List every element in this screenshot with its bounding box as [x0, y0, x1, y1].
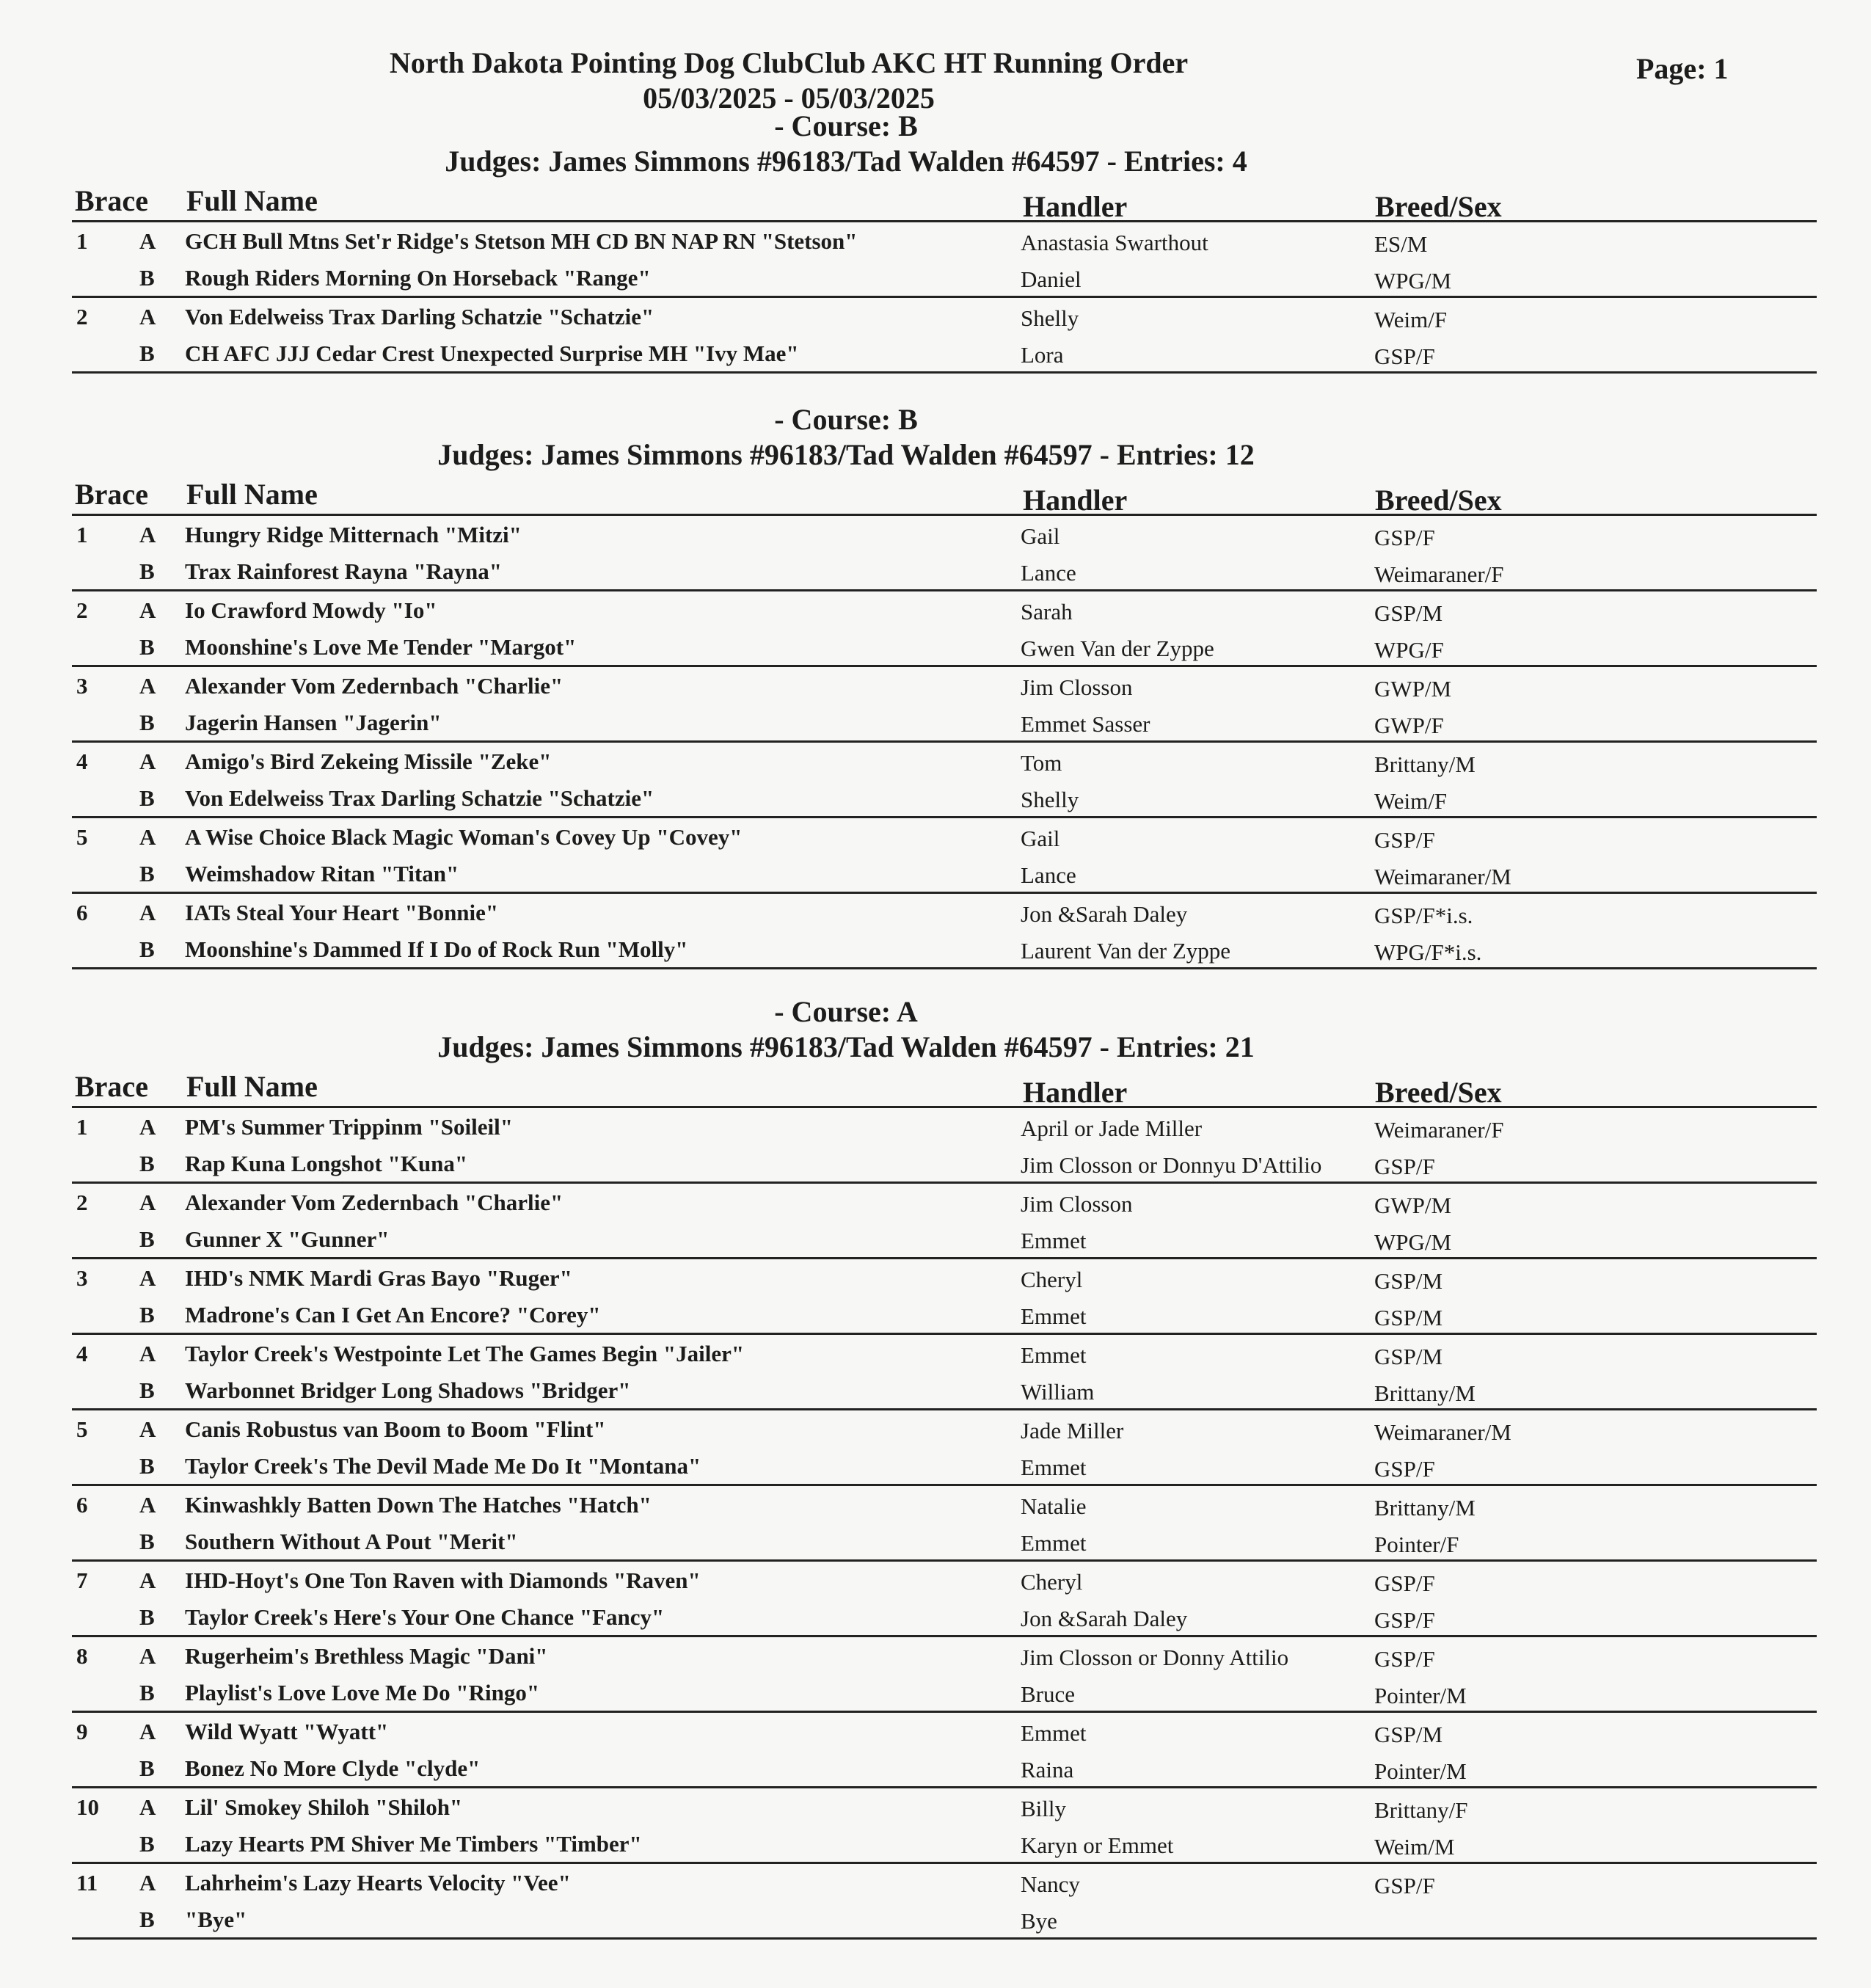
brace-position: A	[139, 1719, 156, 1744]
handler-name: Jon &Sarah Daley	[1021, 1606, 1188, 1631]
brace-number: 1	[76, 228, 88, 254]
handler-name: Emmet	[1021, 1228, 1087, 1253]
entry-row	[72, 516, 1817, 553]
judges-line: Judges: James Simmons #96183/Tad Walden #64597 - Entries: 4	[445, 145, 1247, 178]
brace-position: B	[139, 558, 155, 584]
brace-column-header: Brace	[75, 478, 148, 511]
dog-full-name: Taylor Creek's Westpointe Let The Games Begin "Jailer"	[185, 1341, 745, 1366]
breed-sex: GWP/M	[1374, 1193, 1452, 1218]
breed-sex: GSP/M	[1374, 1722, 1443, 1747]
brace-number: 9	[76, 1719, 88, 1744]
dog-full-name: IHD-Hoyt's One Ton Raven with Diamonds "Raven"	[185, 1568, 701, 1593]
brace-position: A	[139, 1341, 156, 1366]
entry-row	[72, 894, 1817, 931]
handler-name: Gail	[1021, 523, 1060, 549]
dog-full-name: Southern Without A Pout "Merit"	[185, 1529, 518, 1554]
dog-full-name: Moonshine's Love Me Tender "Margot"	[185, 634, 577, 660]
brace-number: 6	[76, 900, 88, 925]
brace-position: A	[139, 1114, 156, 1140]
dog-full-name: GCH Bull Mtns Set'r Ridge's Stetson MH CD BN NAP RN "Stetson"	[185, 228, 858, 254]
handler-name: Gwen Van der Zyppe	[1021, 636, 1214, 661]
dog-full-name: Von Edelweiss Trax Darling Schatzie "Schatzie"	[185, 785, 654, 811]
full-name-column-header: Full Name	[186, 1070, 318, 1103]
breed-sex: GWP/M	[1374, 676, 1452, 702]
entry-row	[72, 818, 1817, 855]
handler-name: Gail	[1021, 826, 1060, 851]
brace-position: B	[139, 1907, 155, 1932]
breed-sex: Weimaraner/M	[1374, 1419, 1511, 1445]
handler-name: Lance	[1021, 560, 1076, 586]
brace-group	[72, 1635, 1817, 1711]
handler-name: Raina	[1021, 1757, 1074, 1783]
entry-row	[72, 335, 1817, 371]
brace-group	[72, 1484, 1817, 1559]
brace-position: B	[139, 1226, 155, 1252]
course-heading: - Course: A	[774, 995, 918, 1028]
course-heading: - Course: B	[774, 109, 918, 142]
dog-full-name: Von Edelweiss Trax Darling Schatzie "Schatzie"	[185, 304, 654, 329]
brace-position: A	[139, 900, 156, 925]
entry-row	[72, 1637, 1817, 1674]
brace-position: A	[139, 1265, 156, 1291]
entry-row	[72, 667, 1817, 704]
dog-full-name: Kinwashkly Batten Down The Hatches "Hatch"	[185, 1492, 652, 1518]
dog-full-name: PM's Summer Trippinm "Soileil"	[185, 1114, 513, 1140]
handler-name: Nancy	[1021, 1871, 1080, 1897]
dog-full-name: Lazy Hearts PM Shiver Me Timbers "Timber"	[185, 1831, 642, 1857]
brace-position: B	[139, 1831, 155, 1857]
brace-position: B	[139, 1755, 155, 1781]
entry-row	[72, 1335, 1817, 1372]
entry-row	[72, 1598, 1817, 1635]
breed-sex: GSP/M	[1374, 600, 1443, 626]
brace-group	[72, 296, 1817, 374]
breed-sex: GSP/F	[1374, 1570, 1435, 1596]
entry-row	[72, 1562, 1817, 1598]
handler-name: Bruce	[1021, 1681, 1076, 1707]
entry-row	[72, 1259, 1817, 1296]
brace-group	[72, 1106, 1817, 1181]
handler-name: Jim Closson	[1021, 674, 1133, 700]
breed-sex: WPG/F	[1374, 637, 1444, 663]
brace-position: A	[139, 304, 156, 329]
breed-sex: GSP/M	[1374, 1344, 1443, 1369]
handler-column-header: Handler	[1023, 190, 1128, 223]
dog-full-name: Rough Riders Morning On Horseback "Range"	[185, 265, 651, 291]
dog-full-name: Taylor Creek's Here's Your One Chance "Fancy"	[185, 1604, 665, 1630]
handler-name: Emmet	[1021, 1530, 1087, 1556]
brace-position: B	[139, 1680, 155, 1705]
breed-sex: Pointer/M	[1374, 1683, 1467, 1708]
entry-row	[72, 1749, 1817, 1786]
entry-row	[72, 1713, 1817, 1749]
handler-name: Bye	[1021, 1908, 1057, 1934]
handler-name: Shelly	[1021, 787, 1079, 812]
column-header-row	[72, 1065, 1817, 1109]
dog-full-name: Lahrheim's Lazy Hearts Velocity "Vee"	[185, 1870, 571, 1896]
handler-name: Karyn or Emmet	[1021, 1832, 1174, 1858]
brace-group	[72, 816, 1817, 892]
brace-position: A	[139, 824, 156, 850]
handler-name: Jade Miller	[1021, 1418, 1124, 1443]
dog-full-name: Weimshadow Ritan "Titan"	[185, 861, 459, 886]
entry-row	[72, 591, 1817, 628]
entry-row	[72, 1864, 1817, 1901]
dog-full-name: Hungry Ridge Mitternach "Mitzi"	[185, 522, 522, 547]
entry-row	[72, 1184, 1817, 1220]
entry-row	[72, 1220, 1817, 1257]
breed-sex: Weim/M	[1374, 1834, 1455, 1860]
entry-row	[72, 1674, 1817, 1711]
brace-position: B	[139, 785, 155, 811]
brace-number: 1	[76, 522, 88, 547]
entry-row	[72, 1788, 1817, 1825]
entry-row	[72, 1410, 1817, 1447]
brace-column-header: Brace	[75, 1070, 148, 1103]
brace-position: B	[139, 1529, 155, 1554]
brace-number: 3	[76, 1265, 88, 1291]
column-header-row	[72, 473, 1817, 517]
breed-sex: Brittany/F	[1374, 1797, 1468, 1823]
dog-full-name: Amigo's Bird Zekeing Missile "Zeke"	[185, 749, 552, 774]
brace-position: A	[139, 749, 156, 774]
breed-sex: Pointer/F	[1374, 1532, 1459, 1557]
entry-row	[72, 1108, 1817, 1145]
handler-name: Jon &Sarah Daley	[1021, 901, 1188, 927]
dog-full-name: Rap Kuna Longshot "Kuna"	[185, 1151, 468, 1176]
handler-name: Cheryl	[1021, 1569, 1083, 1595]
entry-row	[72, 704, 1817, 740]
dog-full-name: A Wise Choice Black Magic Woman's Covey Up "Covey"	[185, 824, 743, 850]
brace-position: A	[139, 1870, 156, 1896]
dog-full-name: Io Crawford Mowdy "Io"	[185, 597, 437, 623]
breed-sex: WPG/F*i.s.	[1374, 939, 1482, 965]
dog-full-name: Lil' Smokey Shiloh "Shiloh"	[185, 1794, 463, 1820]
document-title: North Dakota Pointing Dog ClubClub AKC HT Running Order	[389, 46, 1189, 79]
brace-number: 1	[76, 1114, 88, 1140]
handler-name: William	[1021, 1379, 1095, 1405]
brace-number: 3	[76, 673, 88, 699]
breed-sex: Weim/F	[1374, 307, 1448, 332]
brace-position: B	[139, 341, 155, 366]
dog-full-name: Trax Rainforest Rayna "Rayna"	[185, 558, 502, 584]
brace-number: 2	[76, 597, 88, 623]
handler-column-header: Handler	[1023, 484, 1128, 517]
dog-full-name: Playlist's Love Love Me Do "Ringo"	[185, 1680, 540, 1705]
brace-group	[72, 1408, 1817, 1484]
breed-sex: GSP/M	[1374, 1305, 1443, 1330]
entry-row	[72, 1372, 1817, 1408]
handler-name: Tom	[1021, 750, 1062, 776]
dog-full-name: Madrone's Can I Get An Encore? "Corey"	[185, 1302, 601, 1328]
brace-position: B	[139, 710, 155, 735]
handler-name: Emmet	[1021, 1303, 1087, 1329]
dog-full-name: IHD's NMK Mardi Gras Bayo "Ruger"	[185, 1265, 572, 1291]
breed-sex: ES/M	[1374, 231, 1428, 257]
handler-name: Anastasia Swarthout	[1021, 230, 1208, 255]
brace-group	[72, 1333, 1817, 1408]
entry-row	[72, 259, 1817, 296]
brace-position: B	[139, 634, 155, 660]
entry-row	[72, 1486, 1817, 1523]
brace-position: B	[139, 861, 155, 886]
handler-name: Emmet	[1021, 1720, 1087, 1746]
dog-full-name: Bonez No More Clyde "clyde"	[185, 1755, 481, 1781]
brace-number: 2	[76, 1190, 88, 1215]
breed-sex: GSP/F	[1374, 1646, 1435, 1672]
brace-position: A	[139, 1190, 156, 1215]
brace-group	[72, 220, 1817, 296]
dog-full-name: IATs Steal Your Heart "Bonnie"	[185, 900, 499, 925]
handler-name: Billy	[1021, 1796, 1067, 1821]
full-name-column-header: Full Name	[186, 184, 318, 217]
handler-name: Jim Closson or Donny Attilio	[1021, 1645, 1289, 1670]
breed-sex-column-header: Breed/Sex	[1375, 1076, 1502, 1109]
brace-number: 8	[76, 1643, 88, 1669]
breed-sex: GSP/F	[1374, 343, 1435, 369]
full-name-column-header: Full Name	[186, 478, 318, 511]
brace-column-header: Brace	[75, 184, 148, 217]
entry-row	[72, 855, 1817, 892]
handler-name: Emmet	[1021, 1454, 1087, 1480]
brace-position: A	[139, 522, 156, 547]
brace-group	[72, 892, 1817, 969]
breed-sex: GSP/F	[1374, 525, 1435, 550]
breed-sex-column-header: Breed/Sex	[1375, 484, 1502, 517]
handler-name: Shelly	[1021, 305, 1079, 331]
handler-name: Emmet Sasser	[1021, 711, 1150, 737]
course-heading: - Course: B	[774, 403, 918, 436]
entry-row	[72, 743, 1817, 779]
brace-number: 7	[76, 1568, 88, 1593]
brace-position: A	[139, 228, 156, 254]
entry-row	[72, 1145, 1817, 1181]
breed-sex-column-header: Breed/Sex	[1375, 190, 1502, 223]
dog-full-name: CH AFC JJJ Cedar Crest Unexpected Surprise MH "Ivy Mae"	[185, 341, 799, 366]
handler-name: Jim Closson or Donnyu D'Attilio	[1021, 1152, 1322, 1178]
brace-position: A	[139, 1568, 156, 1593]
breed-sex: Weimaraner/M	[1374, 864, 1511, 889]
brace-position: B	[139, 1302, 155, 1328]
event-dates: 05/03/2025 - 05/03/2025	[643, 81, 935, 114]
handler-name: Lance	[1021, 862, 1076, 888]
document-header	[293, 45, 1284, 116]
brace-number: 4	[76, 1341, 88, 1366]
brace-position: A	[139, 1643, 156, 1669]
breed-sex: Weimaraner/F	[1374, 561, 1504, 587]
brace-group	[72, 1862, 1817, 1940]
breed-sex: GSP/F	[1374, 827, 1435, 853]
brace-position: A	[139, 1416, 156, 1442]
brace-position: B	[139, 936, 155, 962]
column-header-row	[72, 179, 1817, 223]
course-section	[72, 109, 1817, 374]
entry-row	[72, 1825, 1817, 1862]
handler-name: April or Jade Miller	[1021, 1115, 1203, 1141]
brace-number: 2	[76, 304, 88, 329]
breed-sex: GSP/F	[1374, 1456, 1435, 1482]
breed-sex: GSP/F	[1374, 1607, 1435, 1633]
brace-position: B	[139, 1453, 155, 1479]
dog-full-name: Gunner X "Gunner"	[185, 1226, 390, 1252]
entry-row	[72, 1523, 1817, 1559]
handler-name: Daniel	[1021, 266, 1082, 292]
dog-full-name: Jagerin Hansen "Jagerin"	[185, 710, 442, 735]
entry-row	[72, 298, 1817, 335]
brace-group	[72, 514, 1817, 589]
entry-row	[72, 779, 1817, 816]
brace-position: A	[139, 1794, 156, 1820]
dog-full-name: "Bye"	[185, 1907, 247, 1932]
breed-sex: GSP/F	[1374, 1154, 1435, 1179]
handler-name: Natalie	[1021, 1493, 1087, 1519]
dog-full-name: Taylor Creek's The Devil Made Me Do It "Montana"	[185, 1453, 701, 1479]
course-section	[72, 994, 1817, 1940]
brace-number: 5	[76, 824, 88, 850]
handler-name: Lora	[1021, 342, 1064, 368]
handler-name: Sarah	[1021, 599, 1073, 625]
brace-position: B	[139, 1604, 155, 1630]
handler-name: Cheryl	[1021, 1267, 1083, 1292]
breed-sex: GSP/M	[1374, 1268, 1443, 1294]
entry-row	[72, 553, 1817, 589]
course-section	[72, 402, 1817, 969]
entry-row	[72, 222, 1817, 259]
brace-number: 10	[76, 1794, 99, 1820]
entry-row	[72, 1296, 1817, 1333]
judges-line: Judges: James Simmons #96183/Tad Walden #64597 - Entries: 21	[437, 1030, 1255, 1063]
brace-group	[72, 1711, 1817, 1786]
handler-column-header: Handler	[1023, 1076, 1128, 1109]
brace-group	[72, 1559, 1817, 1635]
handler-name: Emmet	[1021, 1342, 1087, 1368]
breed-sex: Brittany/M	[1374, 751, 1476, 777]
brace-position: B	[139, 1377, 155, 1403]
breed-sex: WPG/M	[1374, 268, 1452, 294]
dog-full-name: Warbonnet Bridger Long Shadows "Bridger"	[185, 1377, 631, 1403]
brace-group	[72, 1257, 1817, 1333]
dog-full-name: Wild Wyatt "Wyatt"	[185, 1719, 389, 1744]
brace-position: A	[139, 673, 156, 699]
breed-sex: Pointer/M	[1374, 1758, 1467, 1784]
breed-sex: WPG/M	[1374, 1229, 1452, 1255]
entry-row	[72, 628, 1817, 665]
brace-number: 4	[76, 749, 88, 774]
dog-full-name: Rugerheim's Brethless Magic "Dani"	[185, 1643, 548, 1669]
page-number: Page: 1	[1636, 52, 1729, 85]
breed-sex: Weim/F	[1374, 788, 1448, 814]
breed-sex: GSP/F	[1374, 1873, 1435, 1898]
brace-group	[72, 1181, 1817, 1257]
judges-line: Judges: James Simmons #96183/Tad Walden #64597 - Entries: 12	[437, 438, 1255, 471]
breed-sex: Brittany/M	[1374, 1495, 1476, 1521]
brace-position: A	[139, 1492, 156, 1518]
breed-sex: GWP/F	[1374, 713, 1444, 738]
dog-full-name: Canis Robustus van Boom to Boom "Flint"	[185, 1416, 606, 1442]
handler-name: Jim Closson	[1021, 1191, 1133, 1217]
brace-position: B	[139, 265, 155, 291]
brace-group	[72, 1786, 1817, 1862]
brace-number: 11	[76, 1870, 98, 1896]
entry-row	[72, 1447, 1817, 1484]
brace-number: 5	[76, 1416, 88, 1442]
breed-sex: Brittany/M	[1374, 1380, 1476, 1406]
dog-full-name: Alexander Vom Zedernbach "Charlie"	[185, 673, 564, 699]
brace-group	[72, 740, 1817, 816]
brace-position: B	[139, 1151, 155, 1176]
entry-row	[72, 1901, 1817, 1937]
handler-name: Laurent Van der Zyppe	[1021, 938, 1231, 964]
brace-number: 6	[76, 1492, 88, 1518]
entry-row	[72, 931, 1817, 967]
dog-full-name: Moonshine's Dammed If I Do of Rock Run "Molly"	[185, 936, 688, 962]
brace-group	[72, 589, 1817, 665]
brace-group	[72, 665, 1817, 740]
breed-sex: GSP/F*i.s.	[1374, 903, 1473, 928]
dog-full-name: Alexander Vom Zedernbach "Charlie"	[185, 1190, 564, 1215]
brace-position: A	[139, 597, 156, 623]
breed-sex: Weimaraner/F	[1374, 1117, 1504, 1143]
